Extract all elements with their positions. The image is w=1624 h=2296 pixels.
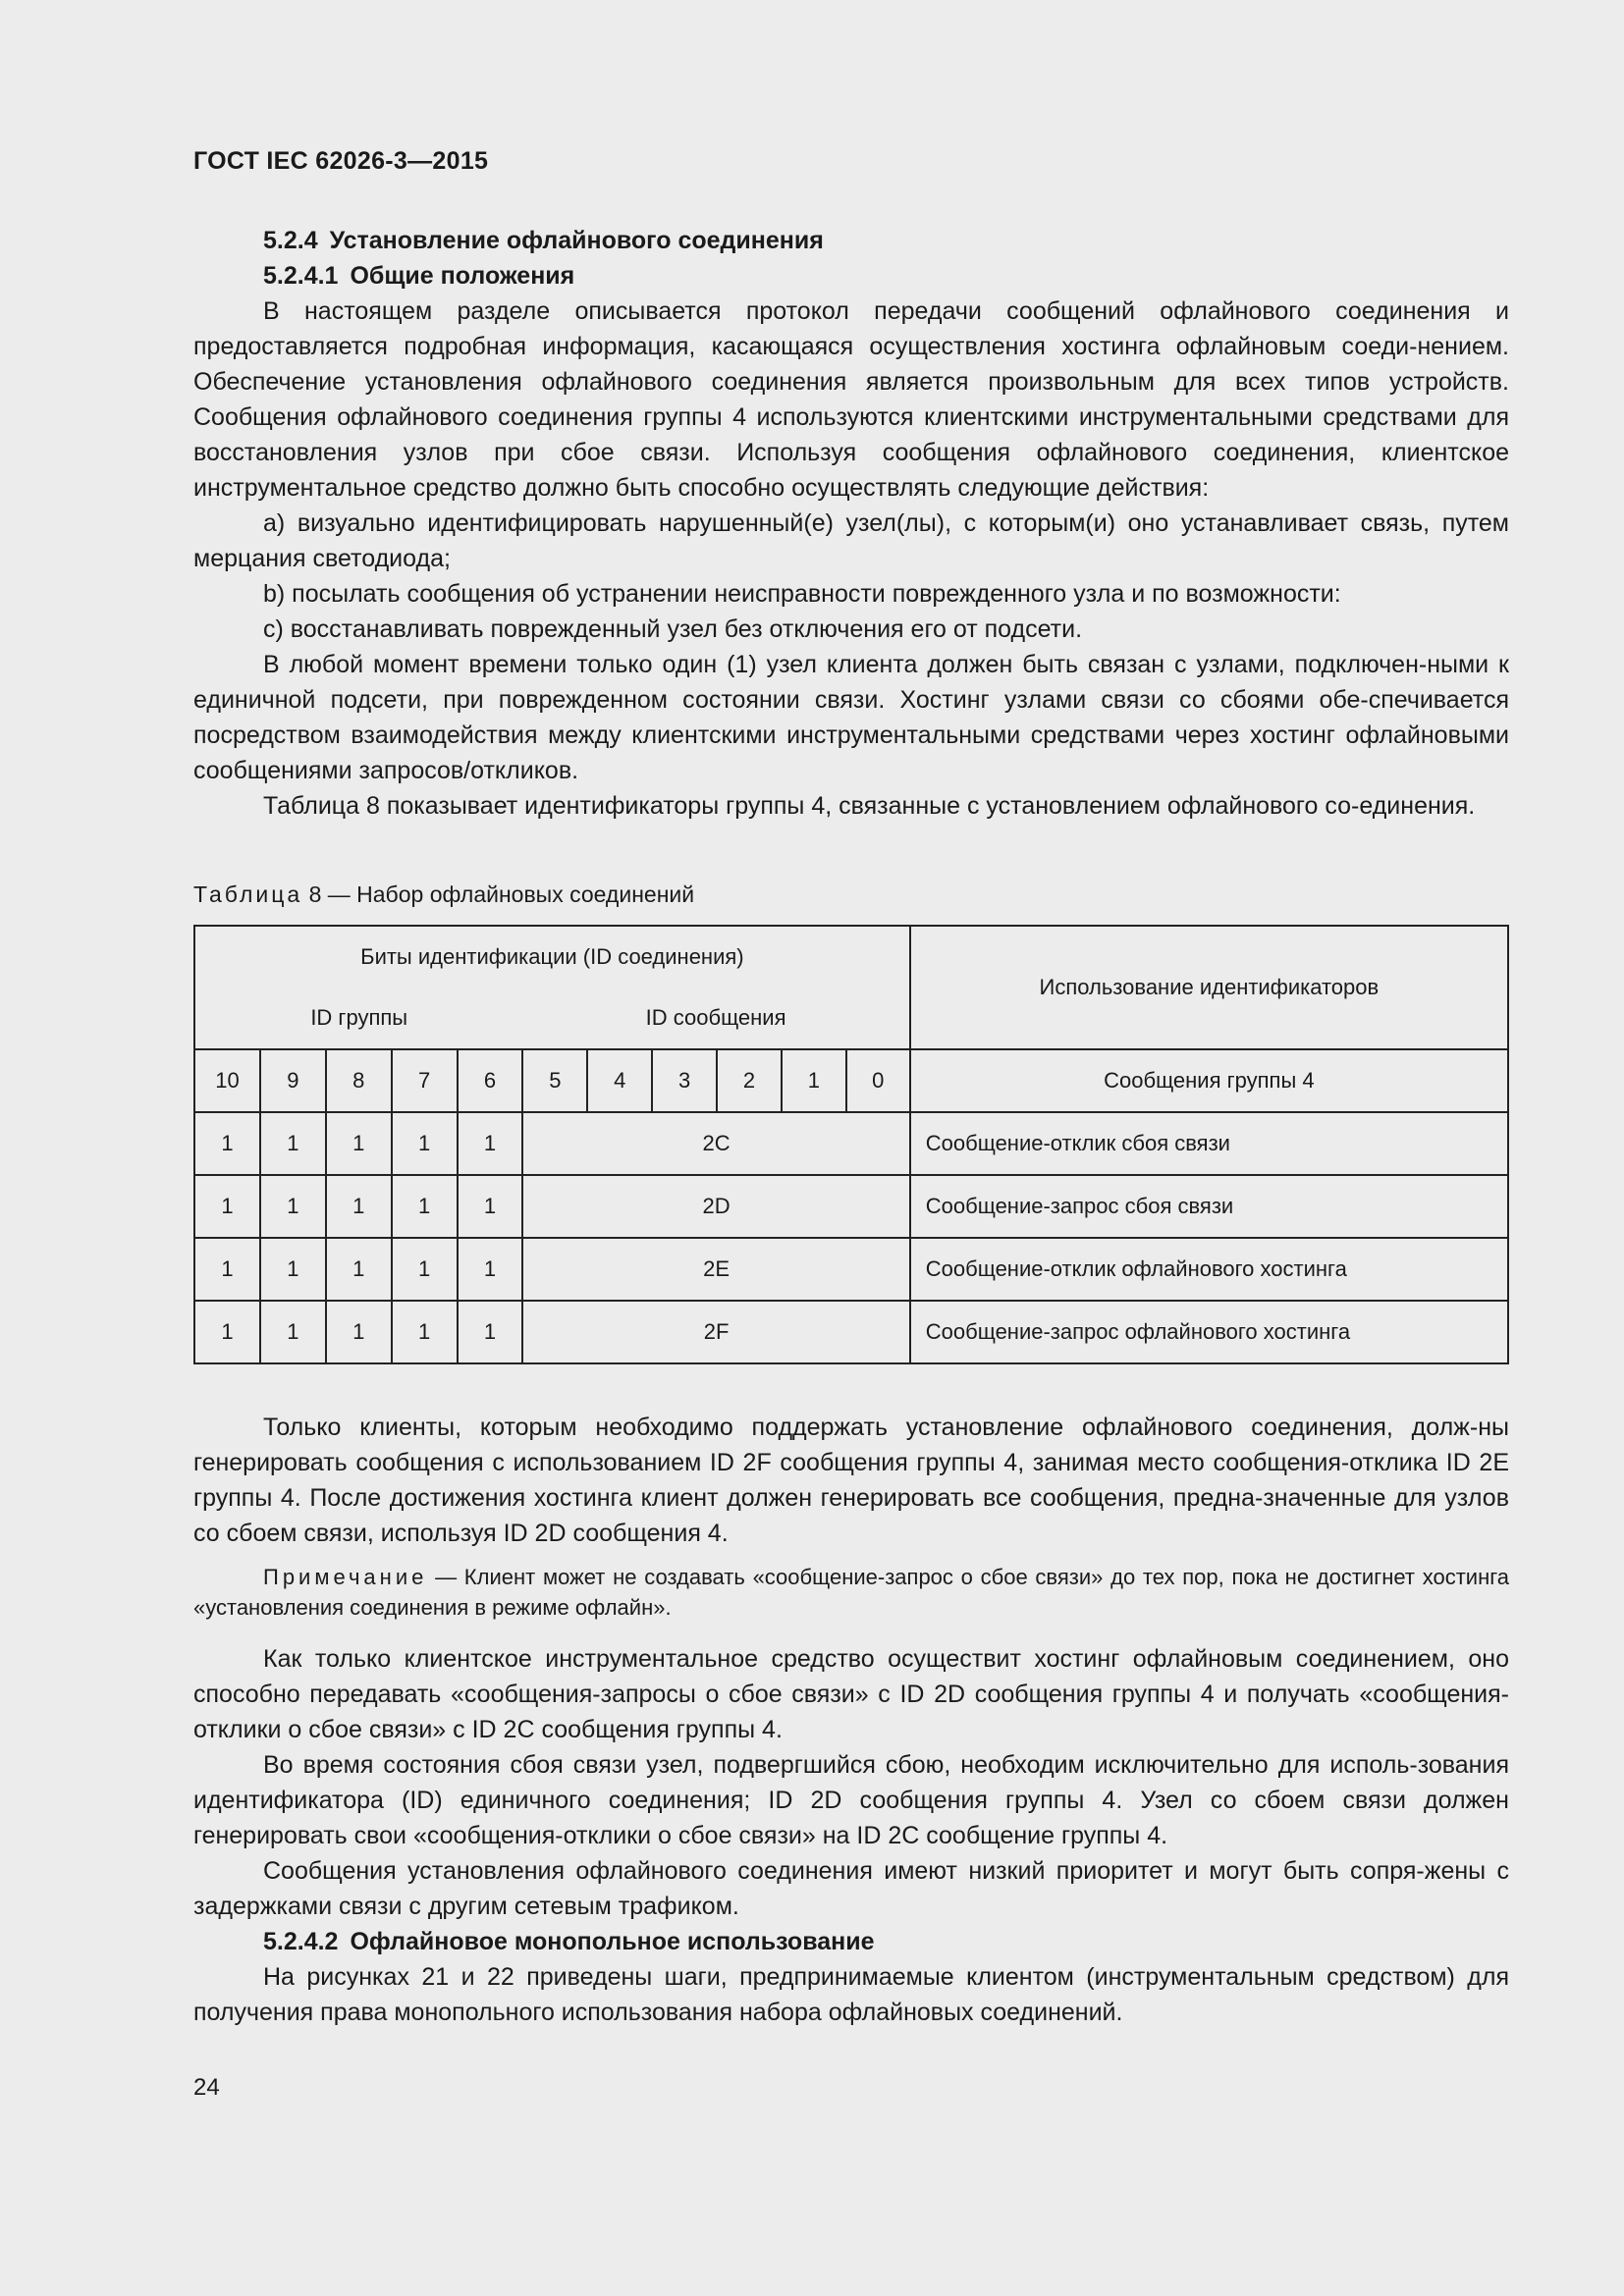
subsection-1-number: 5.2.4.1 — [263, 262, 339, 290]
bit-cell: 1 — [194, 1301, 260, 1363]
bit-cell: 1 — [260, 1238, 326, 1301]
bit-cell: 1 — [194, 1112, 260, 1175]
table-caption-label: Таблица — [193, 881, 303, 907]
bit-cell: 1 — [392, 1112, 458, 1175]
header-group-id: ID группы — [194, 988, 522, 1049]
note-text: — Клиент может не создавать «сообщение-запрос о сбое связи» до тех пор, пока не достигнет хостинга «установления соединения в режиме офлайн». — [193, 1565, 1509, 1620]
section-title: Установление офлайнового соединения — [329, 227, 824, 254]
bit-cell: 1 — [458, 1175, 523, 1238]
group-header-cell: Сообщения группы 4 — [910, 1049, 1508, 1112]
bit-cell: 1 — [326, 1301, 392, 1363]
table-caption-text: 8 — Набор офлайновых соединений — [302, 881, 695, 907]
bit-number-cell: 7 — [392, 1049, 458, 1112]
description-cell: Сообщение-запрос офлайнового хостинга — [910, 1301, 1508, 1363]
note-block — [193, 1562, 1509, 1623]
bit-cell: 1 — [260, 1112, 326, 1175]
paragraph-1: В настоящем разделе описывается протокол передачи сообщений офлайнового соединения и предоставляется подробная информация, касающаяся осуществления хостинга офлайновым соеди-нением. Обеспечение установления офлайнового соединения является произвольным для всех типов устройств. Сообщения офлайнового соединения группы 4 используются клиентскими инструментальными средствами для восстановления узлов при сбое связи. Используя сообщения офлайнового соединения, клиентское инструментальное средство должно быть способно осуществлять следующие действия: — [193, 297, 1509, 502]
bit-cell: 1 — [458, 1112, 523, 1175]
subsection-2-title: Офлайновое монопольное использование — [350, 1928, 875, 1955]
connection-table — [193, 925, 1509, 1364]
description-cell: Сообщение-отклик сбоя связи — [910, 1112, 1508, 1175]
text-block-middle — [193, 1410, 1509, 1551]
bit-cell: 1 — [260, 1175, 326, 1238]
message-id-cell: 2E — [522, 1238, 909, 1301]
bit-cell: 1 — [326, 1175, 392, 1238]
bit-number-cell: 5 — [522, 1049, 587, 1112]
subsection-heading-1 — [193, 258, 1509, 294]
paragraph-4: Только клиенты, которым необходимо поддержать установление офлайнового соединения, долж-ны генерировать сообщения с использованием ID 2F сообщения группы 4, занимая место сообщения-отклика ID 2E группы 4. После достижения хостинга клиент должен генерировать все сообщения, предна-значенные для узлов со сбоем связи, используя ID 2D сообщения 4. — [193, 1414, 1509, 1547]
header-message-id: ID сообщения — [522, 988, 909, 1049]
description-cell: Сообщение-отклик офлайнового хостинга — [910, 1238, 1508, 1301]
bit-cell: 1 — [326, 1112, 392, 1175]
table-row — [194, 1175, 1508, 1238]
bit-cell: 1 — [194, 1238, 260, 1301]
section-number: 5.2.4 — [263, 227, 318, 254]
bit-number-cell: 10 — [194, 1049, 260, 1112]
bit-cell: 1 — [260, 1301, 326, 1363]
paragraph-5: Как только клиентское инструментальное средство осуществит хостинг офлайновым соединением, оно способно передавать «сообщения-запросы о сбое связи» с ID 2D сообщения группы 4 и получать «сообщения-отклики о сбое связи» с ID 2C сообщения группы 4. — [193, 1645, 1509, 1743]
paragraph-8: На рисунках 21 и 22 приведены шаги, предпринимаемые клиентом (инструментальным средством) для получения права монопольного использования набора офлайновых соединений. — [193, 1963, 1509, 2026]
bit-number-cell: 0 — [846, 1049, 910, 1112]
message-id-cell: 2F — [522, 1301, 909, 1363]
bit-cell: 1 — [326, 1238, 392, 1301]
page-number: 24 — [193, 2074, 220, 2101]
bit-cell: 1 — [392, 1175, 458, 1238]
paragraph-3: Таблица 8 показывает идентификаторы группы 4, связанные с установлением офлайнового со-единения. — [263, 792, 1476, 820]
header-usage: Использование идентификаторов — [910, 926, 1508, 1049]
table-caption — [193, 881, 694, 908]
list-item-b: b) посылать сообщения об устранении неисправности поврежденного узла и по возможности: — [263, 580, 1341, 608]
bit-cell: 1 — [458, 1238, 523, 1301]
bit-cell: 1 — [392, 1301, 458, 1363]
bit-number-cell: 3 — [652, 1049, 717, 1112]
section-heading — [193, 223, 1509, 258]
subsection-heading-2 — [193, 1924, 1509, 1959]
bit-cell: 1 — [194, 1175, 260, 1238]
table-row — [194, 1301, 1508, 1363]
text-block-bottom — [193, 1641, 1509, 2030]
note-label: Примечание — [263, 1565, 428, 1589]
table-header-row-1 — [194, 926, 1508, 988]
bit-number-cell: 2 — [717, 1049, 782, 1112]
document-header: ГОСТ IEC 62026-3—2015 — [193, 147, 489, 175]
paragraph-6: Во время состояния сбоя связи узел, подвергшийся сбою, необходим исключительно для исполь-зования идентификатора (ID) единичного соединения; ID 2D сообщения группы 4. Узел со сбоем связи должен генерировать свои «сообщения-отклики о сбое связи» на ID 2C сообщение группы 4. — [193, 1751, 1509, 1849]
text-block-top — [193, 223, 1509, 824]
message-id-cell: 2C — [522, 1112, 909, 1175]
description-cell: Сообщение-запрос сбоя связи — [910, 1175, 1508, 1238]
message-id-cell: 2D — [522, 1175, 909, 1238]
note-paragraph — [193, 1562, 1509, 1623]
bit-number-cell: 1 — [782, 1049, 846, 1112]
table-row — [194, 1112, 1508, 1175]
subsection-1-title: Общие положения — [350, 262, 575, 290]
subsection-2-number: 5.2.4.2 — [263, 1928, 339, 1955]
list-item-a: a) визуально идентифицировать нарушенный(е) узел(лы), с которым(и) оно устанавливает связь, путем мерцания светодиода; — [193, 509, 1509, 572]
bit-number-cell: 9 — [260, 1049, 326, 1112]
bit-number-cell: 4 — [587, 1049, 652, 1112]
list-item-c: c) восстанавливать поврежденный узел без отключения его от подсети. — [263, 615, 1083, 643]
paragraph-7: Сообщения установления офлайнового соединения имеют низкий приоритет и могут быть сопря-жены с задержками связи с другим сетевым трафиком. — [193, 1857, 1509, 1920]
bit-number-cell: 8 — [326, 1049, 392, 1112]
bit-number-cell: 6 — [458, 1049, 523, 1112]
bit-cell: 1 — [392, 1238, 458, 1301]
bit-cell: 1 — [458, 1301, 523, 1363]
table-row — [194, 1238, 1508, 1301]
header-bits: Биты идентификации (ID соединения) — [194, 926, 910, 988]
table-bit-number-row — [194, 1049, 1508, 1112]
paragraph-2: В любой момент времени только один (1) узел клиента должен быть связан с узлами, подключен-ными к единичной подсети, при поврежденном состоянии связи. Хостинг узлами связи со сбоями обе-спечивается посредством взаимодействия между клиентскими инструментальными средствами через хостинг офлайновыми сообщениями запросов/откликов. — [193, 651, 1509, 784]
